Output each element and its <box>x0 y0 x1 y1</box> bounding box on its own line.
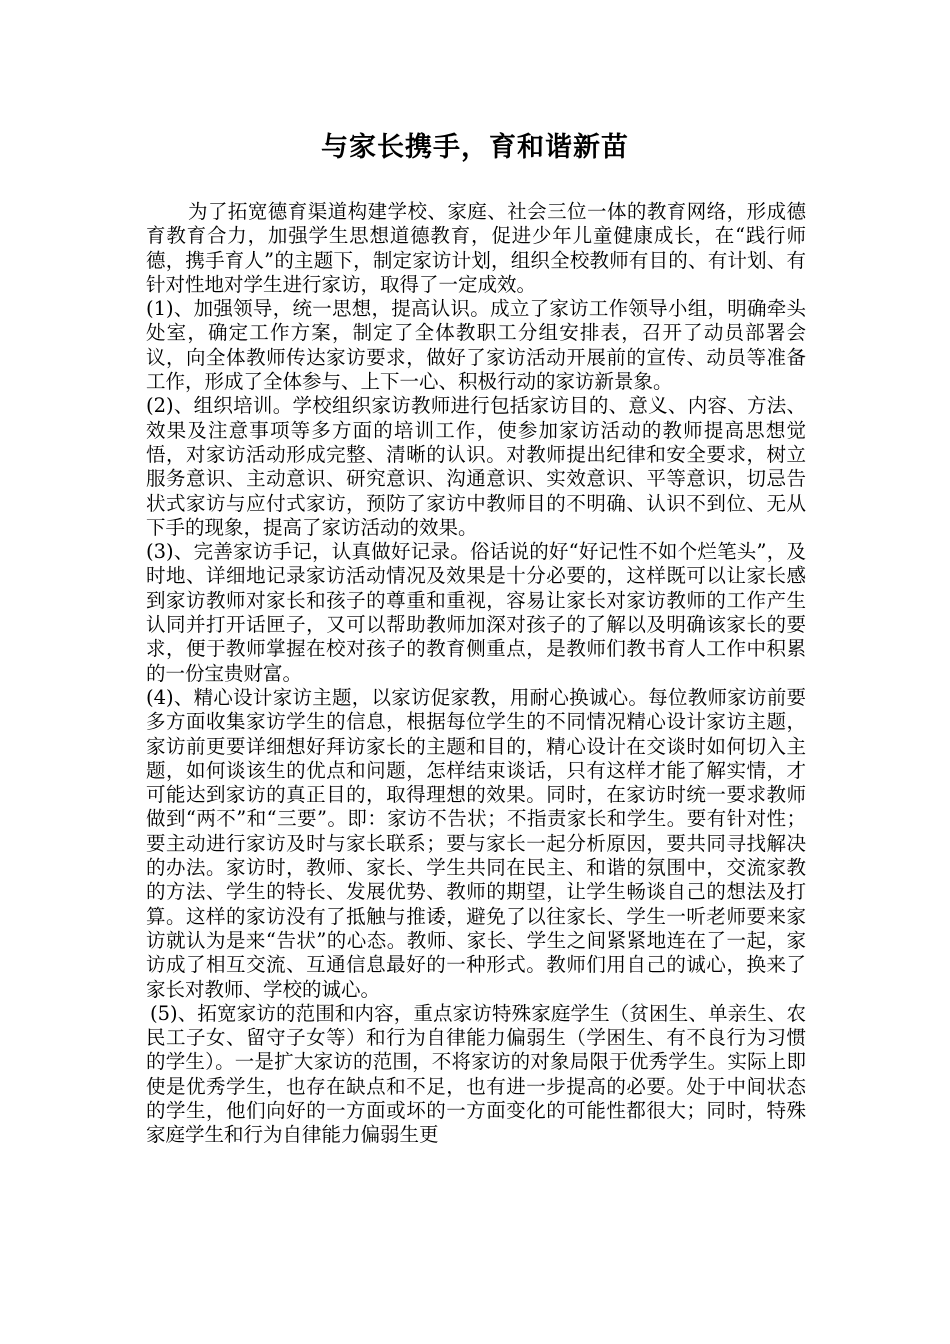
document-body <box>146 200 806 1148</box>
paragraph-section-5: (5)、拓宽家访的范围和内容，重点家访特殊家庭学生（贫困生、单亲生、农民工子女、留守子女等）和行为自律能力偏弱生（学困生、有不良行为习惯的学生）。一是扩大家访的范围，不将家访的对象局限于优秀学生。实际上即使是优秀学生，也存在缺点和不足，也有进一步提高的必要。处于中间状态的学生，他们向好的一方面或坏的一方面变化的可能性都很大；同时，特殊家庭学生和行为自律能力偏弱生更 <box>146 1001 806 1147</box>
paragraph-section-1: (1)、加强领导，统一思想，提高认识。成立了家访工作领导小组，明确牵头处室，确定工作方案，制定了全体教职工分组安排表，召开了动员部署会议，向全体教师传达家访要求，做好了家访活动开展前的宣传、动员等准备工作，形成了全体参与、上下一心、积极行动的家访新景象。 <box>146 297 806 394</box>
paragraph-section-3: (3)、完善家访手记，认真做好记录。俗话说的好“好记性不如个烂笔头”，及时地、详细地记录家访活动情况及效果是十分必要的，这样既可以让家长感到家访教师对家长和孩子的尊重和重视，容易让家长对家访教师的工作产生认同并打开话匣子，又可以帮助教师加深对孩子的了解以及明确该家长的要求，便于教师掌握在校对孩子的教育侧重点，是教师们教书育人工作中积累的一份宝贵财富。 <box>146 540 806 685</box>
paragraph-section-2: (2)、组织培训。学校组织家访教师进行包括家访目的、意义、内容、方法、效果及注意事项等多方面的培训工作，使参加家访活动的教师提高思想觉悟，对家访活动形成完整、清晰的认识。对教师提出纪律和安全要求，树立服务意识、主动意识、研究意识、沟通意识、实效意识、平等意识，切忌告状式家访与应付式家访，预防了家访中教师目的不明确、认识不到位、无从下手的现象，提高了家访活动的效果。 <box>146 394 806 539</box>
page-title: 与家长携手，育和谐新苗 <box>321 132 629 163</box>
paragraph-section-4: (4)、精心设计家访主题，以家访促家教，用耐心换诚心。每位教师家访前要多方面收集家访学生的信息，根据每位学生的不同情况精心设计家访主题，家访前更要详细想好拜访家长的主题和目的，精心设计在交谈时如何切入主题，如何谈该生的优点和问题，怎样结束谈话，只有这样才能了解实情，才可能达到家访的真正目的，取得理想的效果。同时，在家访时统一要求教师做到“两不”和“三要”。即：家访不告状；不指责家长和学生。要有针对性；要主动进行家访及时与家长联系；要与家长一起分析原因，要共同寻找解决的办法。家访时，教师、家长、学生共同在民主、和谐的氛围中，交流家教的方法、学生的特长、发展优势、教师的期望，让学生畅谈自己的想法及打算。这样的家访没有了抵触与推诿，避免了以往家长、学生一听老师要来家访就认为是来“告状”的心态。教师、家长、学生之间紧紧地连在了一起，家访成了相互交流、互通信息最好的一种形式。教师们用自己的诚心，换来了家长对教师、学校的诚心。 <box>146 685 806 1001</box>
paragraph-intro: 为了拓宽德育渠道构建学校、家庭、社会三位一体的教育网络，形成德育教育合力，加强学生思想道德教育，促进少年儿童健康成长，在“践行师德，携手育人”的主题下，制定家访计划，组织全校教师有目的、有计划、有针对性地对学生进行家访，取得了一定成效。 <box>146 200 806 296</box>
